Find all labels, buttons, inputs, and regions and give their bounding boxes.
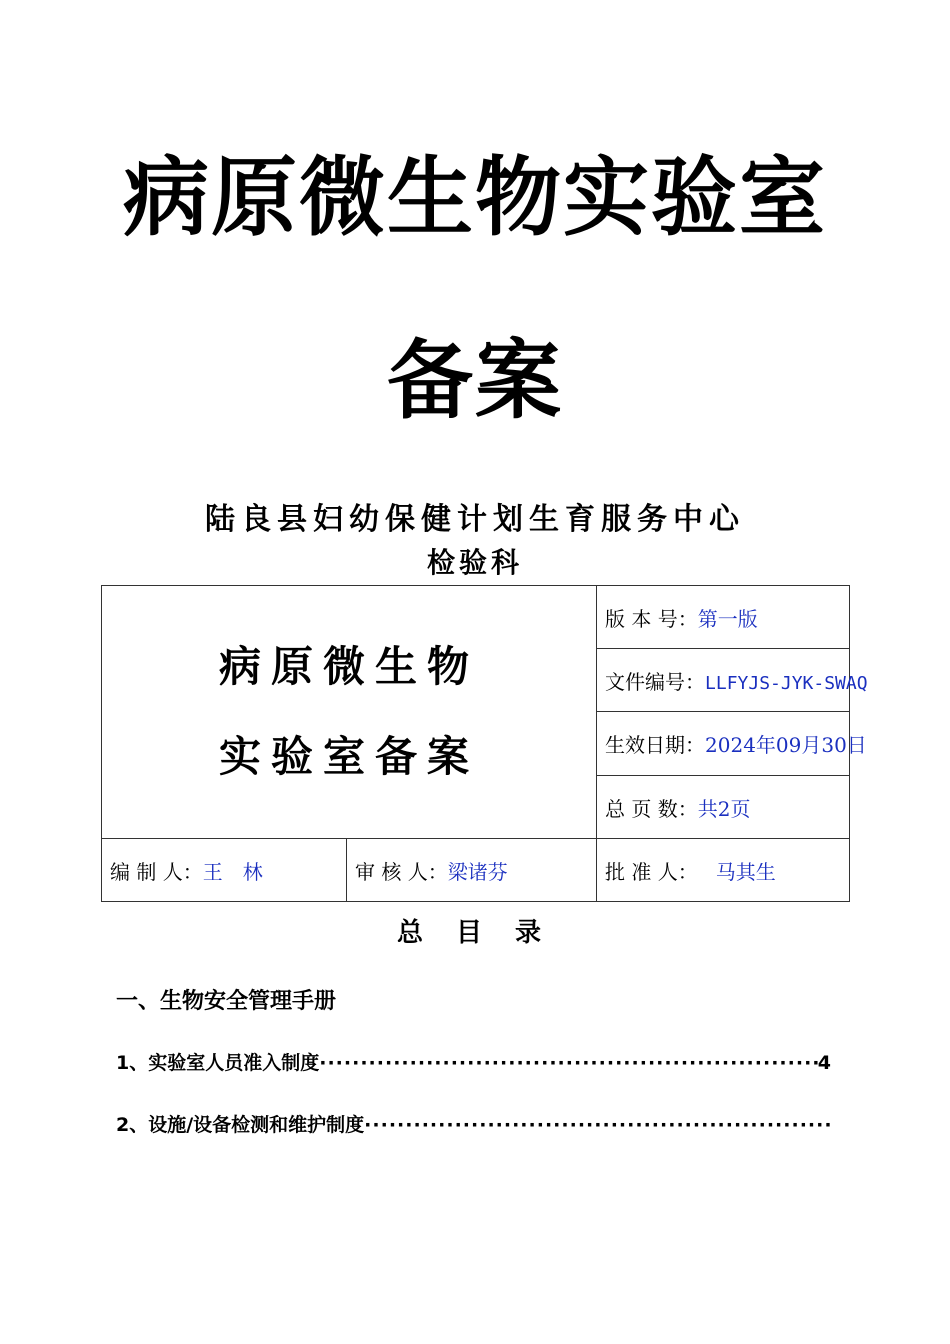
approver-cell [597,839,850,902]
effective-date-cell [597,712,867,776]
total-pages-cell [597,776,850,839]
approver-label: 批 准 人： [605,859,698,884]
reviewer-label: 审 核 人： [355,859,448,884]
editor-value: 王 林 [202,859,263,884]
version-value: 第一版 [697,606,758,631]
toc-item-label: 2、设施/设备检测和维护制度 [116,1114,365,1136]
version-label: 版 本 号： [605,606,698,631]
table-left-title-cell [102,586,597,839]
cover-title-line1: 病原微生物实验室 [123,148,827,248]
toc-section-heading: 一、生物安全管理手册 [116,989,337,1014]
document-info-table [101,585,868,902]
reviewer-cell [347,839,597,902]
total-pages-value: 共2页 [697,796,751,821]
toc-leader-dots [319,1052,818,1074]
file-number-label: 文件编号： [605,669,706,694]
toc-title: 总 目 录 [396,918,554,948]
toc-leader-dots [364,1114,831,1136]
editor-cell [102,839,347,902]
effective-date-label: 生效日期： [605,733,706,757]
cover-title-line2: 备案 [387,331,563,431]
version-cell [597,586,850,649]
toc-item[interactable] [116,1048,831,1075]
department-name: 检验科 [426,546,523,579]
file-number-value: LLFYJS-JYK-SWAQ [705,672,868,694]
approver-value: 马其生 [715,859,776,884]
total-pages-label: 总 页 数： [605,796,698,821]
file-number-cell [597,649,868,712]
table-title-line2: 实验室备案 [219,732,480,781]
table-title-line1: 病原微生物 [219,642,480,691]
reviewer-value: 梁诸芬 [447,859,508,884]
organization-name: 陆良县妇幼保健计划生育服务中心 [205,502,745,537]
toc-item[interactable] [116,1110,831,1137]
effective-date-value: 2024年09月30日 [705,733,867,757]
toc-item-label: 1、实验室人员准入制度 [116,1052,320,1074]
toc-item-page: 4 [817,1052,831,1074]
editor-label: 编 制 人： [110,859,203,884]
